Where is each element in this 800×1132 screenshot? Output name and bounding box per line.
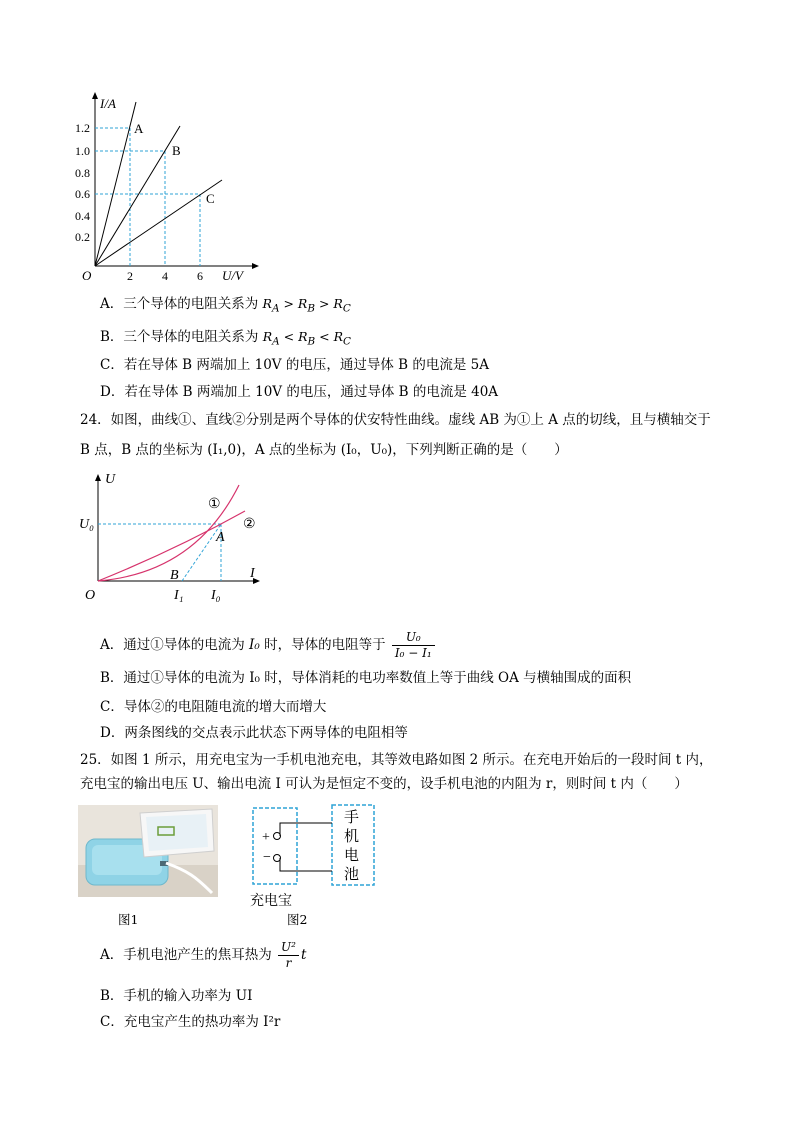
y-axis-label: U [105, 472, 116, 487]
origin-label: O [82, 268, 92, 283]
fig2-caption: 图2 [287, 912, 308, 927]
curve-2-label: ② [243, 517, 256, 532]
formula-ra-gt: $R_A > R_B > R_C$ [262, 296, 351, 315]
formula-ra-lt: $R_A < R_B < R_C$ [262, 329, 351, 348]
q23-option-b: B．三个导体的电阻关系为 $R_A < R_B < R_C$ [100, 329, 351, 348]
q23-option-d: D．若在导体 B 两端加上 10V 的电压，通过导体 B 的电流是 40A [100, 384, 499, 400]
q25-option-c: C．充电宝产生的热功率为 I²r [100, 1014, 281, 1030]
x-axis-label: U/V [222, 268, 243, 283]
powerbank-label: 充电宝 [250, 893, 292, 909]
i0-label: I₀ [211, 588, 221, 603]
x-tick: 4 [162, 269, 168, 283]
y-tick: 0.8 [75, 166, 90, 180]
battery-label-char: 池 [344, 867, 360, 883]
ui-graph [75, 465, 275, 607]
iu-graph [70, 88, 270, 283]
battery-label-char: 电 [344, 848, 360, 864]
y-tick: 1.2 [75, 121, 90, 135]
q25-option-a: A．手机电池产生的焦耳热为 $\frac{\text{U²}}{r}$ t [100, 940, 307, 970]
y-tick: 0.2 [75, 230, 90, 244]
y-tick: 0.4 [75, 209, 90, 223]
q24-option-a: A．通过①导体的电流为 I₀ 时，导体的电阻等于 $\frac{\text{U₀}}{\text{I₀ − I₁}}$ [100, 625, 437, 665]
phone-image [140, 809, 214, 857]
powerbank-box [253, 808, 297, 884]
y-axis-label: I/A [100, 96, 116, 111]
line-b [95, 126, 180, 266]
line-label-b: B [172, 143, 181, 158]
equivalent-circuit [250, 803, 380, 888]
q25-stem-line1: 25．如图 1 所示，用充电宝为一手机电池充电，其等效电路如图 2 所示。在充电开始后的一段时间 t 内， [80, 752, 713, 768]
battery-label-char: 手 [344, 810, 360, 826]
q24-stem-line2: B 点，B 点的坐标为 (I₁,0)，A 点的坐标为 (I₀，U₀)，下列判断正确的是（ ） [80, 442, 568, 458]
fraction-u0-over-i0-i1: $\frac{\text{U₀}}{\text{I₀ − I₁}}$ [392, 630, 435, 661]
i1-label: I₁ [174, 588, 184, 603]
y-tick: 0.6 [75, 187, 90, 201]
q24-option-c: C．导体②的电阻随电流的增大而增大 [100, 699, 327, 715]
point-a-label: A [216, 530, 225, 545]
fraction-u2-over-r: $\frac{\text{U²}}{r}$ [278, 940, 299, 971]
battery-label-char: 机 [344, 829, 360, 845]
q24-option-d: D．两条图线的交点表示此状态下两导体的电阻相等 [100, 725, 408, 741]
q25-stem-line2: 充电宝的输出电压 U、输出电流 I 可认为是恒定不变的，设手机电池的内阻为 r，则时间 t 内（ ） [80, 776, 688, 792]
line-c [95, 180, 222, 266]
fig1-caption: 图1 [118, 912, 139, 927]
line-label-c: C [206, 191, 215, 206]
x-tick: 6 [197, 269, 203, 283]
origin-label: O [85, 588, 96, 603]
x-tick: 2 [127, 269, 133, 283]
u0-label: U₀ [79, 517, 94, 532]
q24-option-b: B．通过①导体的电流为 I₀ 时，导体消耗的电功率数值上等于曲线 OA 与横轴围成的面积 [100, 670, 632, 686]
q24-stem-line1: 24．如图，曲线①、直线②分别是两个导体的伏安特性曲线。虚线 AB 为①上 A 点的切线，且与横轴交于 [80, 412, 711, 428]
minus-sign: − [263, 850, 271, 865]
line-label-a: A [134, 121, 144, 136]
point-b-label: B [170, 568, 179, 583]
x-axis-label: I [250, 566, 255, 581]
q25-option-b: B．手机的输入功率为 UI [100, 988, 253, 1004]
q23-option-c: C．若在导体 B 两端加上 10V 的电压，通过导体 B 的电流是 5A [100, 357, 489, 373]
y-tick: 1.0 [75, 144, 90, 158]
powerbank-photo [78, 805, 218, 897]
q23-option-a: A．三个导体的电阻关系为 $R_A > R_B > R_C$ [100, 296, 351, 315]
curve-1-label: ① [208, 497, 221, 512]
plus-sign: + [262, 830, 270, 845]
